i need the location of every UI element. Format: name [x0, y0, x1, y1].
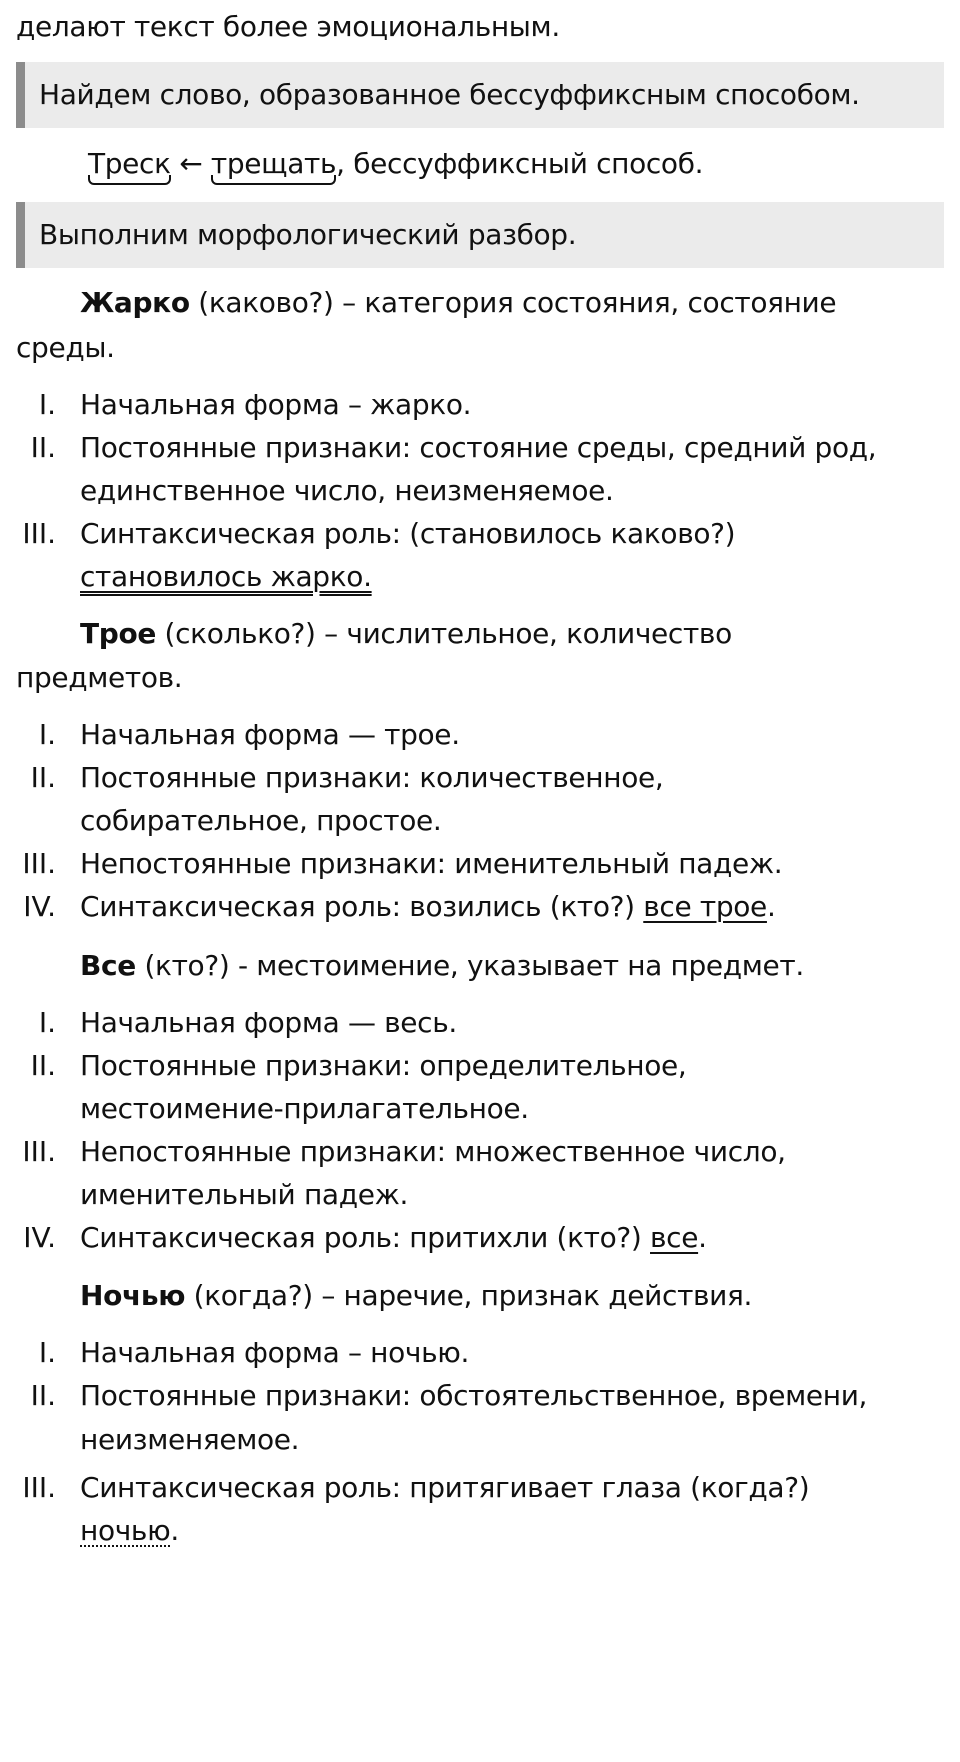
list-number: II. — [30, 431, 56, 464]
list-item: Постоянные признаки: определительное, — [80, 1049, 687, 1082]
list-item: Начальная форма – ночью. — [80, 1336, 470, 1369]
source-word: трещать — [210, 147, 337, 180]
parse-description: (сколько?) – числительное, количество — [155, 617, 732, 650]
list-number: I. — [38, 1006, 56, 1039]
banner-text: Выполним морфологический разбор. — [39, 218, 577, 251]
list-number: III. — [22, 1135, 56, 1168]
list-number: II. — [30, 1379, 56, 1412]
list-item: Начальная форма – жарко. — [80, 388, 472, 421]
parsed-word: Все — [80, 949, 136, 982]
list-item-cont: именительный падеж. — [80, 1178, 409, 1211]
derivation-line — [88, 147, 703, 181]
list-item: Постоянные признаки: обстоятельственное, времени, — [80, 1379, 868, 1412]
list-number: I. — [38, 718, 56, 751]
derivation-method: , бессуффиксный способ. — [336, 147, 704, 180]
syntax-role-text: Синтаксическая роль: возились (кто?) — [80, 890, 644, 923]
list-item-cont — [80, 560, 372, 594]
dotted-adverbial: ночью — [80, 1514, 171, 1547]
list-number: III. — [22, 517, 56, 550]
list-item: Постоянные признаки: состояние среды, средний род, — [80, 431, 877, 464]
list-number: II. — [30, 1049, 56, 1082]
parsed-word: Трое — [80, 617, 156, 650]
list-item: Синтаксическая роль: (становилось каково?) — [80, 517, 736, 550]
underlined-subject: все трое — [643, 890, 767, 923]
list-item-cont: собирательное, простое. — [80, 804, 442, 837]
parsed-word: Жарко — [80, 286, 190, 319]
list-item — [80, 890, 776, 924]
list-item: Постоянные признаки: количественное, — [80, 761, 664, 794]
syntax-role-text: Синтаксическая роль: притихли (кто?) — [80, 1221, 651, 1254]
list-item: Синтаксическая роль: притягивает глаза (когда?) — [80, 1471, 810, 1504]
underlined-subject: все — [650, 1221, 699, 1254]
parse-description-cont: среды. — [16, 331, 115, 364]
punctuation: . — [766, 890, 776, 923]
parse-heading-vse — [80, 949, 804, 983]
list-item: Начальная форма — весь. — [80, 1006, 457, 1039]
parse-description: (когда?) – наречие, признак действия. — [185, 1279, 753, 1312]
derivation-arrow: ← — [179, 147, 203, 180]
list-item-cont: местоимение-прилагательное. — [80, 1092, 529, 1125]
parse-description-cont: предметов. — [16, 661, 183, 694]
section-banner-derivation — [16, 62, 944, 128]
list-item: Начальная форма — трое. — [80, 718, 460, 751]
list-item: Непостоянные признаки: множественное число, — [80, 1135, 786, 1168]
parse-heading-zharko — [80, 286, 836, 320]
section-banner-morphology — [16, 202, 944, 268]
underlined-phrase: становилось жарко. — [80, 560, 372, 593]
list-number: II. — [30, 761, 56, 794]
list-number: III. — [22, 847, 56, 880]
banner-text: Найдем слово, образованное бессуффиксным способом. — [39, 78, 860, 111]
list-item-cont — [80, 1514, 179, 1548]
intro-line: делают текст более эмоциональным. — [16, 10, 560, 43]
parse-description: (каково?) – категория состояния, состояние — [189, 286, 837, 319]
derived-word: Треск — [88, 147, 171, 180]
punctuation: . — [698, 1221, 707, 1254]
parse-description: (кто?) - местоимение, указывает на предмет. — [135, 949, 804, 982]
list-number: III. — [22, 1471, 56, 1504]
list-item: Непостоянные признаки: именительный падеж. — [80, 847, 783, 880]
list-number: I. — [38, 1336, 56, 1369]
list-item-cont: единственное число, неизменяемое. — [80, 474, 614, 507]
parsed-word: Ночью — [80, 1279, 186, 1312]
list-item — [80, 1221, 707, 1255]
list-item-cont: неизменяемое. — [80, 1423, 300, 1456]
list-number: I. — [38, 388, 56, 421]
parse-heading-troe — [80, 617, 732, 651]
list-number: IV. — [23, 1221, 56, 1254]
parse-heading-nochyu — [80, 1279, 752, 1313]
punctuation: . — [170, 1514, 179, 1547]
list-number: IV. — [23, 890, 56, 923]
